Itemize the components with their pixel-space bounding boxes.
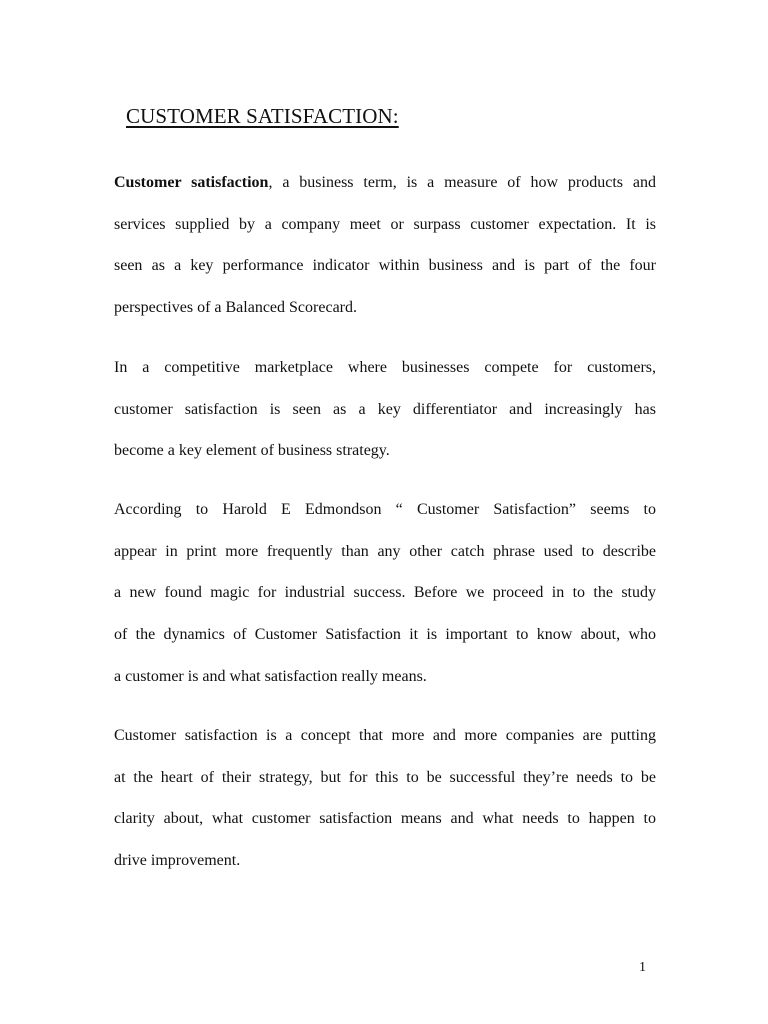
line-text: a new found magic for industrial success. Before we proceed in to the study	[114, 584, 656, 602]
line-text: at the heart of their strategy, but for this to be successful they’re needs to be	[114, 768, 656, 786]
paragraph-definition	[114, 162, 656, 329]
line-text: appear in print more frequently than any other catch phrase used to describe	[114, 542, 656, 560]
document-title: CUSTOMER SATISFACTION:	[126, 104, 399, 128]
line-text: Customer satisfaction is a concept that more and more companies are putting	[114, 727, 656, 744]
paragraph-line	[114, 656, 656, 698]
page-number: 1	[639, 960, 646, 975]
line-text: of the dynamics of Customer Satisfaction it is important to know about, who	[114, 626, 656, 644]
paragraph-line	[114, 287, 656, 329]
paragraph-line	[114, 572, 656, 614]
line-text: become a key element of business strategy.	[114, 442, 390, 460]
paragraph-line	[114, 347, 656, 389]
line-text: , a business term, is a measure of how products and	[268, 174, 657, 191]
paragraph-line	[114, 531, 656, 573]
bold-term: Customer satisfaction	[114, 174, 269, 191]
paragraph-competitive	[114, 347, 656, 472]
line-text: services supplied by a company meet or surpass customer expectation. It is	[114, 215, 656, 233]
paragraph-line	[114, 757, 656, 799]
paragraph-line	[114, 715, 656, 757]
line-text: drive improvement.	[114, 852, 241, 870]
line-text: In a competitive marketplace where businesses compete for customers,	[114, 359, 656, 376]
paragraph-line	[114, 798, 656, 840]
line-text: a customer is and what satisfaction really means.	[114, 667, 427, 685]
paragraph-line	[114, 614, 656, 656]
paragraph-line	[114, 162, 656, 204]
paragraph-line	[114, 389, 656, 431]
line-text: seen as a key performance indicator within business and is part of the four	[114, 257, 656, 275]
paragraph-strategy	[114, 715, 656, 882]
paragraph-line	[114, 430, 656, 472]
paragraph-line	[114, 204, 656, 246]
paragraph-edmondson	[114, 489, 656, 697]
line-text: perspectives of a Balanced Scorecard.	[114, 299, 357, 317]
line-text: According to Harold E Edmondson “ Customer Satisfaction” seems to	[114, 501, 656, 518]
line-text: customer satisfaction is seen as a key differentiator and increasingly has	[114, 400, 656, 418]
paragraph-line	[114, 840, 656, 882]
paragraph-line	[114, 489, 656, 531]
line-text: clarity about, what customer satisfaction means and what needs to happen to	[114, 810, 656, 828]
paragraph-line	[114, 245, 656, 287]
